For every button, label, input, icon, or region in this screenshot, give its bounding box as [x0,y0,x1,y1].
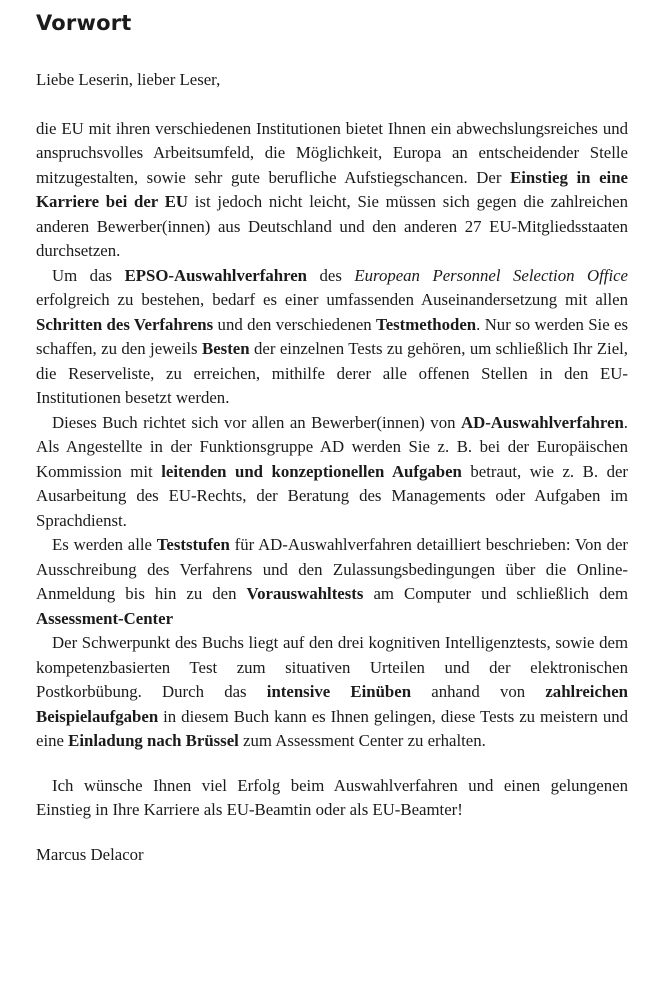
paragraph-2-text-1: Um das [52,265,125,285]
paragraph-3 [36,411,628,534]
paragraph-2-text-4: und den verschiedenen [213,314,377,334]
paragraph-4-bold-3: Assessment-Center [36,608,174,628]
paragraph-3-text-2: . Als Angestellte in der Funktionsgruppe AD werden Sie z. B. bei der Europäischen Kommission mit [36,412,628,481]
paragraph-3-bold-2: leitenden und konzeptionellen Aufgaben [161,461,462,481]
paragraph-5-text-2: anhand von [411,682,546,701]
paragraph-1-text-2: ist jedoch nicht leicht, Sie müssen sich gegen die zahlreichen anderen Bewerber(innen) aus Deutschland und den anderen 27 EU-Mitgliedsstaaten durchsetzen. [36,192,629,260]
paragraph-2-bold-1: EPSO-Auswahlverfahren [124,265,307,285]
paragraph-4-text-3: am Computer und schließlich dem [363,584,629,603]
paragraph-4 [36,533,628,631]
paragraph-1 [36,117,628,264]
paragraph-2-text-6: der einzelnen Tests zu gehören, um schließlich Ihr Ziel, die Reserveliste, zu erreichen, mithilfe derer alle offenen Stellen in den EU-Institutionen besetzt werden. [36,339,629,407]
paragraph-5 [36,631,628,754]
paragraph-2-text-5: . Nur so werden Sie es schaffen, zu den jeweils [36,314,628,358]
paragraph-5-bold-1: intensive Einüben [266,682,412,701]
paragraph-2 [36,264,628,411]
paragraph-1-bold-1: Einstieg in eine Karriere bei der EU [36,167,628,211]
paragraph-3-text-3: betraut, wie z. B. der Ausarbeitung des EU-Rechts, der Beratung des Managements oder Aufgaben im Sprachdienst. [36,461,628,530]
paragraph-1-text-1: die EU mit ihren verschiedenen Institutionen bietet Ihnen ein abwechslungsreiches und anspruchsvolles Arbeitsumfeld, die Möglichkeit, Europa an entscheidender Stelle mitzugestalten, sowie sehr gute berufliche Aufstiegschancen. Der [36,118,628,187]
paragraph-4-text-1: Es werden alle [52,535,157,554]
paragraph-5-text-1: Der Schwerpunkt des Buchs liegt auf den drei kognitiven Intelligenztests, sowie dem kompetenzbasierten Test zum situativen Urteilen und der elektronischen Postkorbübung. Durch das [36,633,628,701]
closing-paragraph: Ich wünsche Ihnen viel Erfolg beim Auswahlverfahren und einen gelungenen Einstieg in Ihre Karriere als EU-Beamtin oder als EU-Beamter! [36,775,628,819]
paragraph-2-italic-1: European Personnel Selection Office [354,265,629,285]
salutation: Liebe Leserin, lieber Leser, [36,70,221,89]
paragraph-5-bold-3: Einladung nach Brüssel [68,731,239,750]
paragraph-4-bold-1: Teststufen [156,535,230,554]
paragraph-2-text-3: erfolgreich zu bestehen, bedarf es einer umfassenden Auseinandersetzung mit allen [36,290,628,309]
foreword-body [36,68,628,867]
signature: Marcus Delacor [36,844,144,864]
paragraph-2-bold-2: Schritten des Verfahrens [36,314,214,334]
paragraph-2-text-2: des [307,265,355,285]
page-title: Vorwort [36,11,132,35]
paragraph-3-text-1: Dieses Buch richtet sich vor allen an Bewerber(innen) von [52,412,461,432]
paragraph-5-text-4: zum Assessment Center zu erhalten. [238,731,486,750]
paragraph-4-bold-2: Vorauswahltests [246,584,364,603]
paragraph-5-text-3: in diesem Buch kann es Ihnen gelingen, diese Tests zu meistern und eine [36,706,628,750]
paragraph-4-text-2: für AD-Auswahlverfahren detailliert beschrieben: Von der Ausschreibung des Verfahrens und den Zulassungsbedingungen über die Online-Anmeldung bis hin zu den [36,535,628,603]
paragraph-2-bold-4: Besten [202,339,250,358]
page [36,8,628,867]
paragraph-5-bold-2: zahlreichen Beispielaufgaben [36,682,629,726]
paragraph-2-bold-3: Testmethoden [376,314,477,334]
paragraph-3-bold-1: AD-Auswahlverfahren [460,412,624,432]
